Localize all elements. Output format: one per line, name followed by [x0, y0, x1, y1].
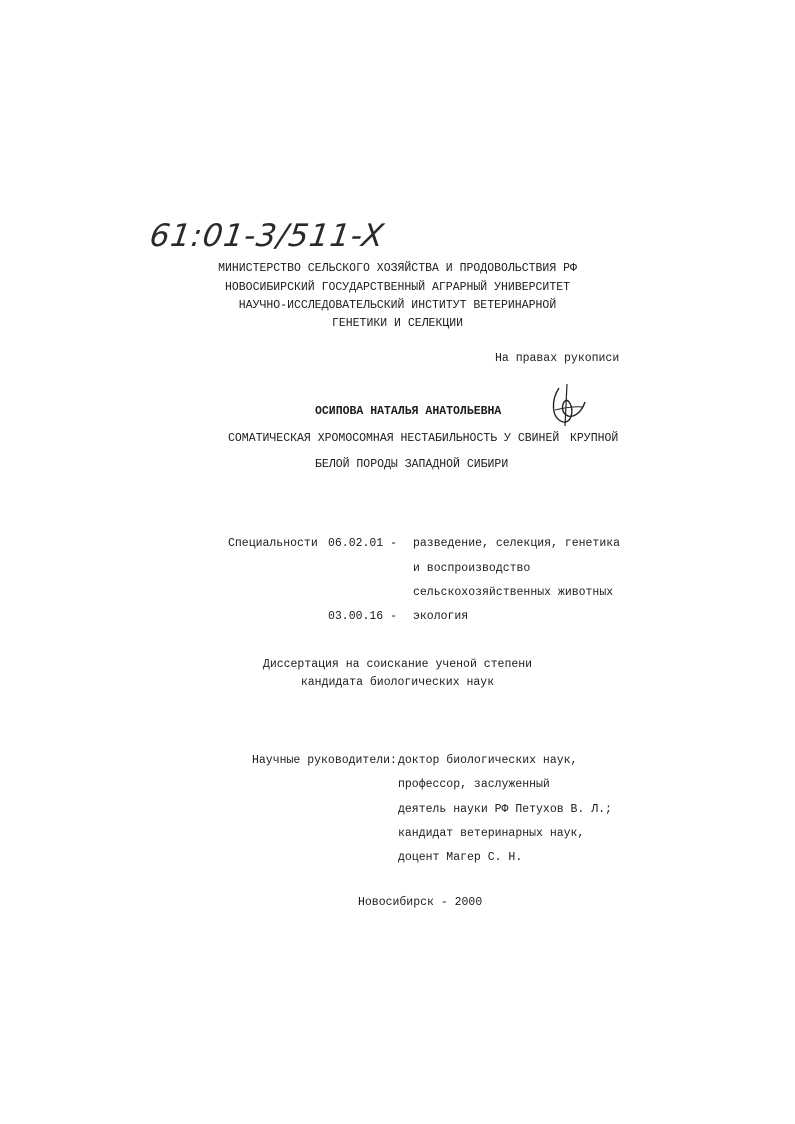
specialty-description: сельскохозяйственных животных — [413, 586, 614, 599]
dissertation-title-line-1-end: КРУПНОЙ — [570, 432, 619, 445]
manuscript-rights: На правах рукописи — [495, 352, 620, 365]
dissertation-title-line-1: СОМАТИЧЕСКАЯ ХРОМОСОМНАЯ НЕСТАБИЛЬНОСТЬ У СВИНЕЙ — [228, 432, 560, 445]
author-name: ОСИПОВА НАТАЛЬЯ АНАТОЛЬЕВНА — [315, 405, 502, 418]
specialty-description: разведение, селекция, генетика — [413, 537, 621, 550]
specialty-code: 03.00.16 - — [328, 610, 398, 623]
supervisor-line: доцент Магер С. Н. — [398, 851, 523, 864]
supervisor-line: доктор биологических наук, — [398, 754, 578, 767]
degree-line-2: кандидата биологических наук — [300, 676, 495, 689]
handwritten-archive-code: 61:01-3/511-X — [147, 218, 387, 254]
supervisor-line: деятель науки РФ Петухов В. Л.; — [398, 803, 612, 816]
place-and-year: Новосибирск - 2000 — [358, 896, 483, 909]
supervisor-line: профессор, заслуженный — [398, 778, 550, 791]
specialty-description: экология — [413, 610, 469, 623]
specialty-code: 06.02.01 - — [328, 537, 398, 550]
author-signature — [545, 380, 590, 430]
specialties-label: Специальности — [228, 537, 318, 550]
ministry-line: МИНИСТЕРСТВО СЕЛЬСКОГО ХОЗЯЙСТВА И ПРОДОВОЛЬСТВИЯ РФ — [218, 262, 577, 275]
degree-line-1: Диссертация на соискание ученой степени — [262, 658, 533, 671]
institute-line-2: ГЕНЕТИКИ И СЕЛЕКЦИИ — [331, 317, 464, 330]
university-line: НОВОСИБИРСКИЙ ГОСУДАРСТВЕННЫЙ АГРАРНЫЙ УНИВЕРСИТЕТ — [224, 281, 571, 294]
specialty-description: и воспроизводство — [413, 562, 531, 575]
dissertation-title-line-2: БЕЛОЙ ПОРОДЫ ЗАПАДНОЙ СИБИРИ — [315, 458, 509, 471]
supervisors-label: Научные руководители: — [252, 754, 397, 767]
institute-line: НАУЧНО-ИССЛЕДОВАТЕЛЬСКИЙ ИНСТИТУТ ВЕТЕРИНАРНОЙ — [238, 299, 557, 312]
supervisor-line: кандидат ветеринарных наук, — [398, 827, 585, 840]
